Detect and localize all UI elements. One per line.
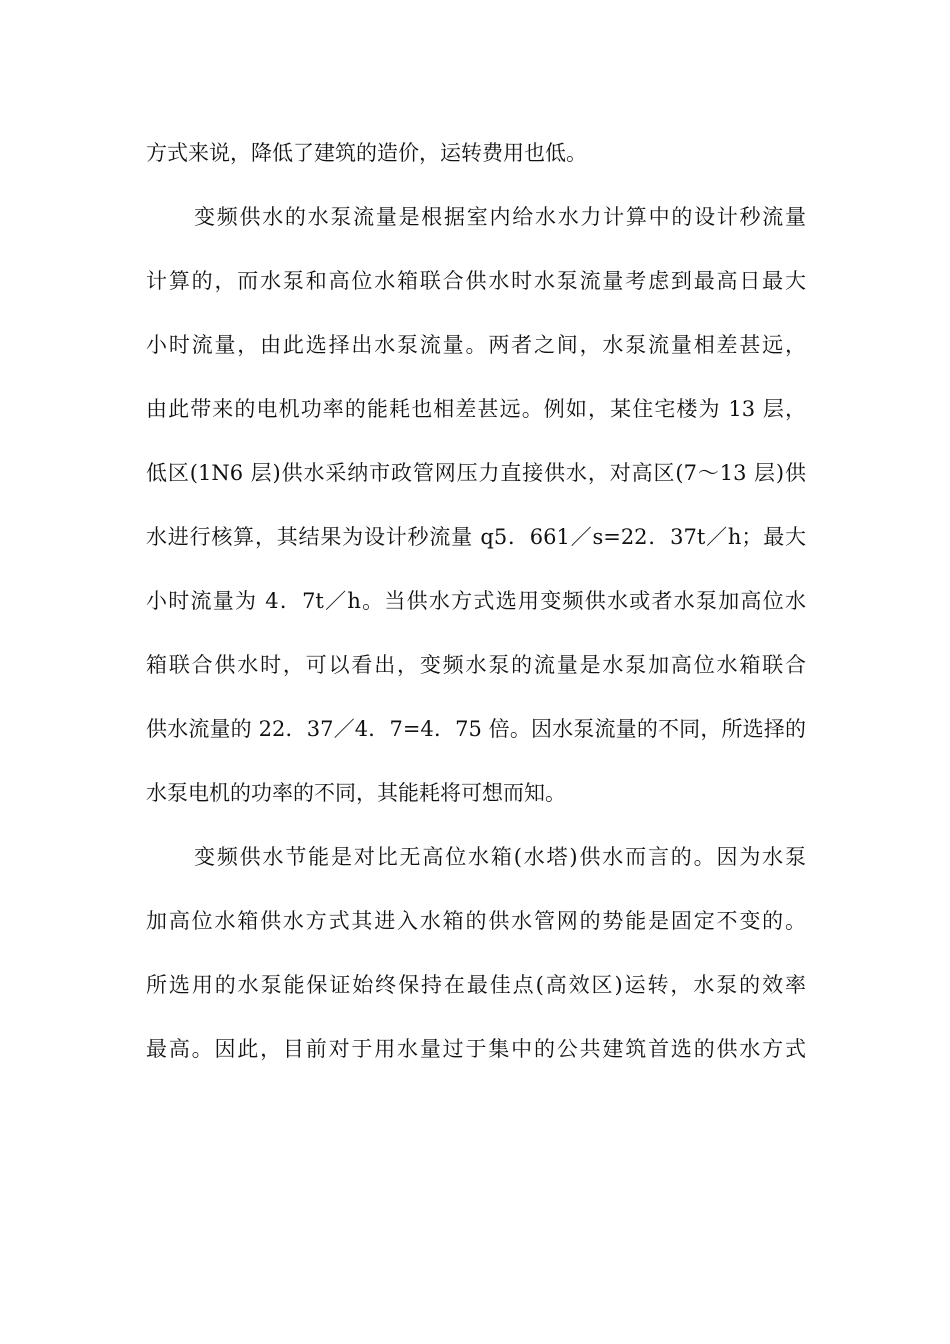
text-line: 由此带来的电机功率的能耗也相差甚远。例如，某住宅楼为 13 层， xyxy=(146,397,806,421)
text-line: 所选用的水泵能保证始终保持在最佳点(高效区)运转，水泵的效率 xyxy=(146,973,806,997)
text-line: 水进行核算，其结果为设计秒流量 q5．661／s=22．37t／h；最大 xyxy=(146,525,806,549)
text-line: 加高位水箱供水方式其进入水箱的供水管网的势能是固定不变的。 xyxy=(146,909,806,933)
text-line: 水泵电机的功率的不同，其能耗将可想而知。 xyxy=(146,781,566,805)
text-line: 低区(1N6 层)供水采纳市政管网压力直接供水，对高区(7～13 层)供 xyxy=(146,461,806,485)
text-line: 变频供水的水泵流量是根据室内给水水力计算中的设计秒流量 xyxy=(194,205,806,229)
text-line: 供水流量的 22．37／4．7=4．75 倍。因水泵流量的不同，所选择的 xyxy=(146,717,806,741)
text-line: 小时流量为 4．7t／h。当供水方式选用变频供水或者水泵加高位水 xyxy=(146,589,806,613)
text-line: 最高。因此，目前对于用水量过于集中的公共建筑首选的供水方式 xyxy=(146,1037,806,1061)
text-line: 方式来说，降低了建筑的造价，运转费用也低。 xyxy=(146,141,587,165)
text-line: 小时流量，由此选择出水泵流量。两者之间，水泵流量相差甚远， xyxy=(146,333,806,357)
text-line: 箱联合供水时，可以看出，变频水泵的流量是水泵加高位水箱联合 xyxy=(146,653,806,677)
text-line: 变频供水节能是对比无高位水箱(水塔)供水而言的。因为水泵 xyxy=(194,845,806,869)
document-body xyxy=(146,131,806,1091)
text-line: 计算的，而水泵和高位水箱联合供水时水泵流量考虑到最高日最大 xyxy=(146,269,806,293)
